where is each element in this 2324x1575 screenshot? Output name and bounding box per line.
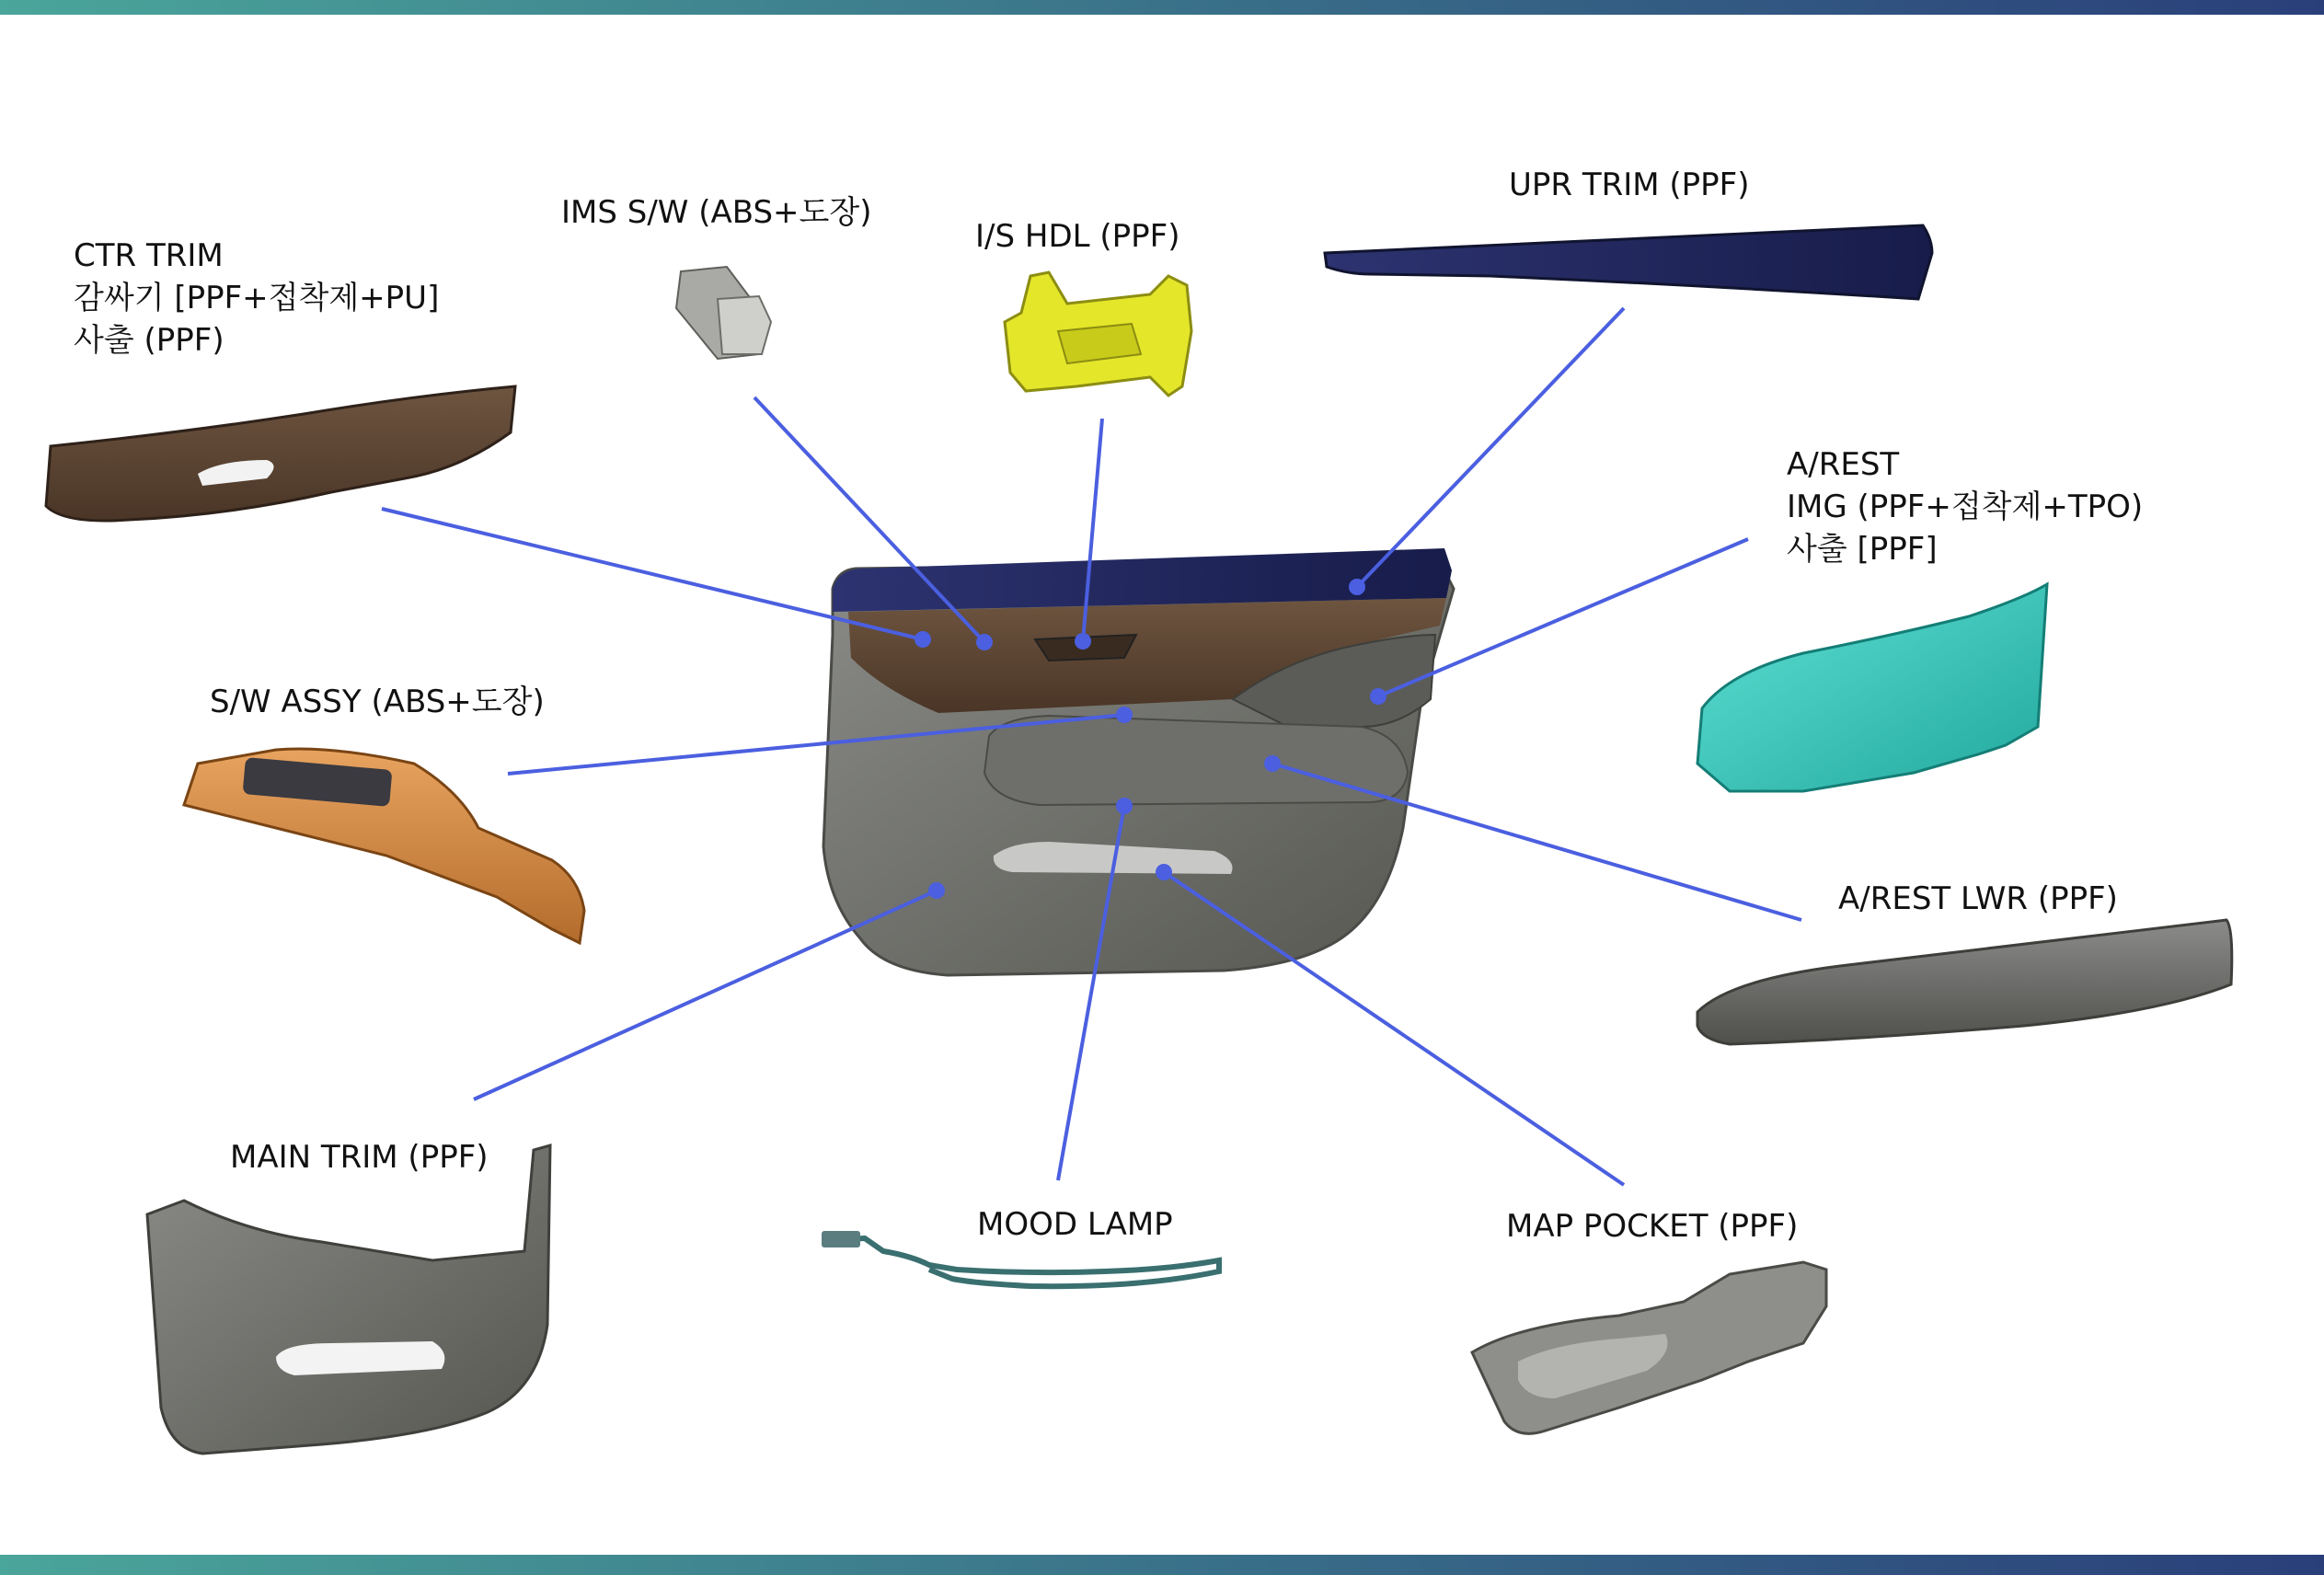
- label-a-rest-line3: 사출 [PPF]: [1787, 531, 1938, 568]
- label-ctr-trim: [74, 235, 439, 362]
- dot-a-rest: [1370, 688, 1386, 705]
- label-a-rest-line1: A/REST: [1787, 446, 1900, 483]
- bottom-accent-bar: [0, 1555, 2324, 1575]
- switch-assy-part-icon: [184, 749, 584, 943]
- dot-sw-assy: [1116, 707, 1133, 723]
- label-is-hdl-line1: I/S HDL (PPF): [975, 218, 1180, 255]
- leader-upr-trim: [1357, 308, 1624, 587]
- label-upr-trim: [1509, 164, 1749, 206]
- label-map-pocket: [1506, 1205, 1798, 1247]
- label-ctr-trim-line2: 감싸기 [PPF+접착제+PU]: [74, 280, 440, 316]
- dot-mood-lamp: [1116, 798, 1133, 814]
- label-sw-assy: [210, 681, 545, 723]
- label-sw-assy-line1: S/W ASSY (ABS+도장): [210, 684, 545, 720]
- inside-handle-part-icon: [1005, 272, 1191, 396]
- armrest-part-icon: [1697, 584, 2047, 791]
- label-map-pocket-line1: MAP POCKET (PPF): [1506, 1208, 1799, 1245]
- dot-ctr-trim: [915, 631, 931, 648]
- dot-ims-sw: [976, 634, 993, 650]
- label-mood-lamp-line1: MOOD LAMP: [977, 1206, 1173, 1243]
- dot-is-hdl: [1075, 633, 1091, 650]
- dot-upr-trim: [1349, 579, 1365, 595]
- label-upr-trim-line1: UPR TRIM (PPF): [1509, 167, 1750, 203]
- label-ctr-trim-line3: 사출 (PPF): [74, 322, 224, 359]
- map-pocket-part-icon: [1472, 1262, 1826, 1433]
- label-is-hdl: [975, 215, 1179, 258]
- label-a-rest-lwr: [1838, 878, 2118, 920]
- dot-main-trim: [928, 882, 945, 899]
- label-a-rest-lwr-line1: A/REST LWR (PPF): [1838, 880, 2118, 917]
- label-mood-lamp: [977, 1203, 1173, 1246]
- dot-a-rest-lwr: [1264, 755, 1281, 772]
- label-a-rest-line2: IMG (PPF+접착제+TPO): [1787, 489, 2144, 525]
- door-armrest-lower: [984, 716, 1408, 805]
- label-ims-sw: [561, 191, 872, 234]
- armrest-lower-part-icon: [1697, 920, 2232, 1044]
- label-main-trim: [230, 1136, 489, 1178]
- ctr-trim-part-icon: [46, 386, 515, 521]
- main-trim-part-icon: [147, 1145, 550, 1454]
- label-main-trim-line1: MAIN TRIM (PPF): [230, 1139, 489, 1176]
- dot-map-pocket: [1156, 864, 1172, 880]
- upper-trim-part-icon: [1325, 225, 1932, 299]
- label-ims-sw-line1: IMS S/W (ABS+도장): [561, 194, 872, 231]
- ims-switch-part-icon: [676, 267, 771, 359]
- label-a-rest: [1787, 443, 2143, 570]
- leader-map-pocket: [1164, 872, 1624, 1185]
- door-trim-assembly: [823, 548, 1454, 975]
- label-ctr-trim-line1: CTR TRIM: [74, 237, 224, 274]
